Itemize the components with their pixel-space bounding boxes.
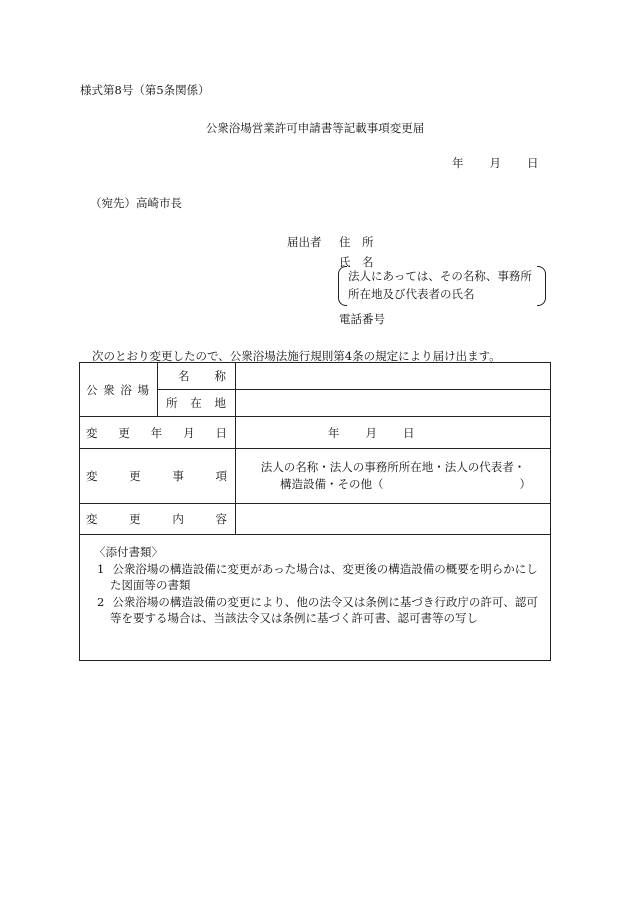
attachment-item [90,594,540,627]
bath-char: 浴 [120,382,132,397]
addressee: （宛先）高崎市長 [90,196,182,210]
bath-label-cell [80,363,158,417]
item-label-char: 項 [215,469,227,483]
date-day: 日 [527,156,539,170]
document-title: 公衆浴場営業許可申請書等記載事項変更届 [205,121,425,135]
content-label-char: 容 [215,512,227,526]
name-char: 名 [178,369,190,383]
content-label-char: 更 [129,512,141,526]
bath-char: 衆 [103,382,115,397]
content-label-char: 内 [172,512,184,526]
phone-label: 電話番号 [339,312,385,326]
bath-location-field[interactable] [236,390,551,417]
intro-statement: 次のとおり変更したので、公衆浴場法施行規則第4条の規定により届け出ます。 [92,349,501,363]
date-label-char: 年 [150,425,163,440]
applicant-name-label: 氏 名 [339,255,374,269]
attachments-heading: 〈添付書類〉 [94,545,163,559]
change-date-field[interactable] [236,417,551,449]
location-char: 所 [166,396,178,410]
attachment-item [90,561,540,594]
change-item-options-line1: 法人の名称・法人の事務所所在地・法人の代表者・ [260,460,526,474]
applicant-address-label: 住 所 [339,235,374,249]
date-month: 月 [489,156,501,170]
submission-date [452,155,539,171]
change-date-month: 月 [365,425,377,440]
right-bracket [537,266,546,306]
change-content-field[interactable] [236,504,551,535]
date-label-char: 更 [118,425,130,440]
attachments-box [79,534,551,661]
change-date-label-cell [80,417,236,449]
attachment-number: 2 [97,594,105,609]
bath-location-label-cell [158,390,236,417]
attachment-text: 公衆浴場の構造設備の変更により、他の法令又は条例に基づき行政庁の許可、認可等を要する場合は、当該法令又は条例に基づく許可書、認可書等の写し [110,594,538,625]
change-item-field[interactable] [236,449,551,504]
corporation-note-line1: 法人にあっては、その名称、事務所 [348,269,532,283]
name-char: 称 [214,369,226,383]
change-form-table [79,362,551,535]
change-date-day: 日 [403,425,415,440]
date-year: 年 [452,156,464,170]
item-label-char: 更 [129,469,141,483]
date-label-char: 日 [215,425,227,440]
change-item-label-cell [80,449,236,504]
bath-name-label-cell [158,363,236,390]
bath-char: 場 [137,382,149,397]
bath-char: 公 [86,382,98,397]
item-label-char: 変 [86,469,98,483]
left-bracket [338,266,347,306]
applicant-label: 届出者 [287,235,322,249]
date-label-char: 月 [183,425,195,440]
attachment-number: 1 [97,561,105,576]
bath-name-field[interactable] [236,363,551,390]
change-item-options-line2: 構造設備・その他（ [280,477,384,491]
location-char: 在 [190,396,202,410]
change-date-year: 年 [328,425,340,440]
corporation-note-line2: 所在地及び代表者の氏名 [348,287,475,301]
date-label-char: 変 [86,425,98,440]
attachment-text: 公衆浴場の構造設備に変更があった場合は、変更後の構造設備の概要を明らかにした図面等の書類 [110,561,538,592]
item-label-char: 事 [172,469,184,483]
form-number: 様式第8号（第5条関係） [80,83,210,97]
location-char: 地 [214,396,226,410]
other-close-paren: ） [519,477,531,491]
corporation-note [338,266,546,304]
content-label-char: 変 [86,512,98,526]
change-content-label-cell [80,504,236,535]
